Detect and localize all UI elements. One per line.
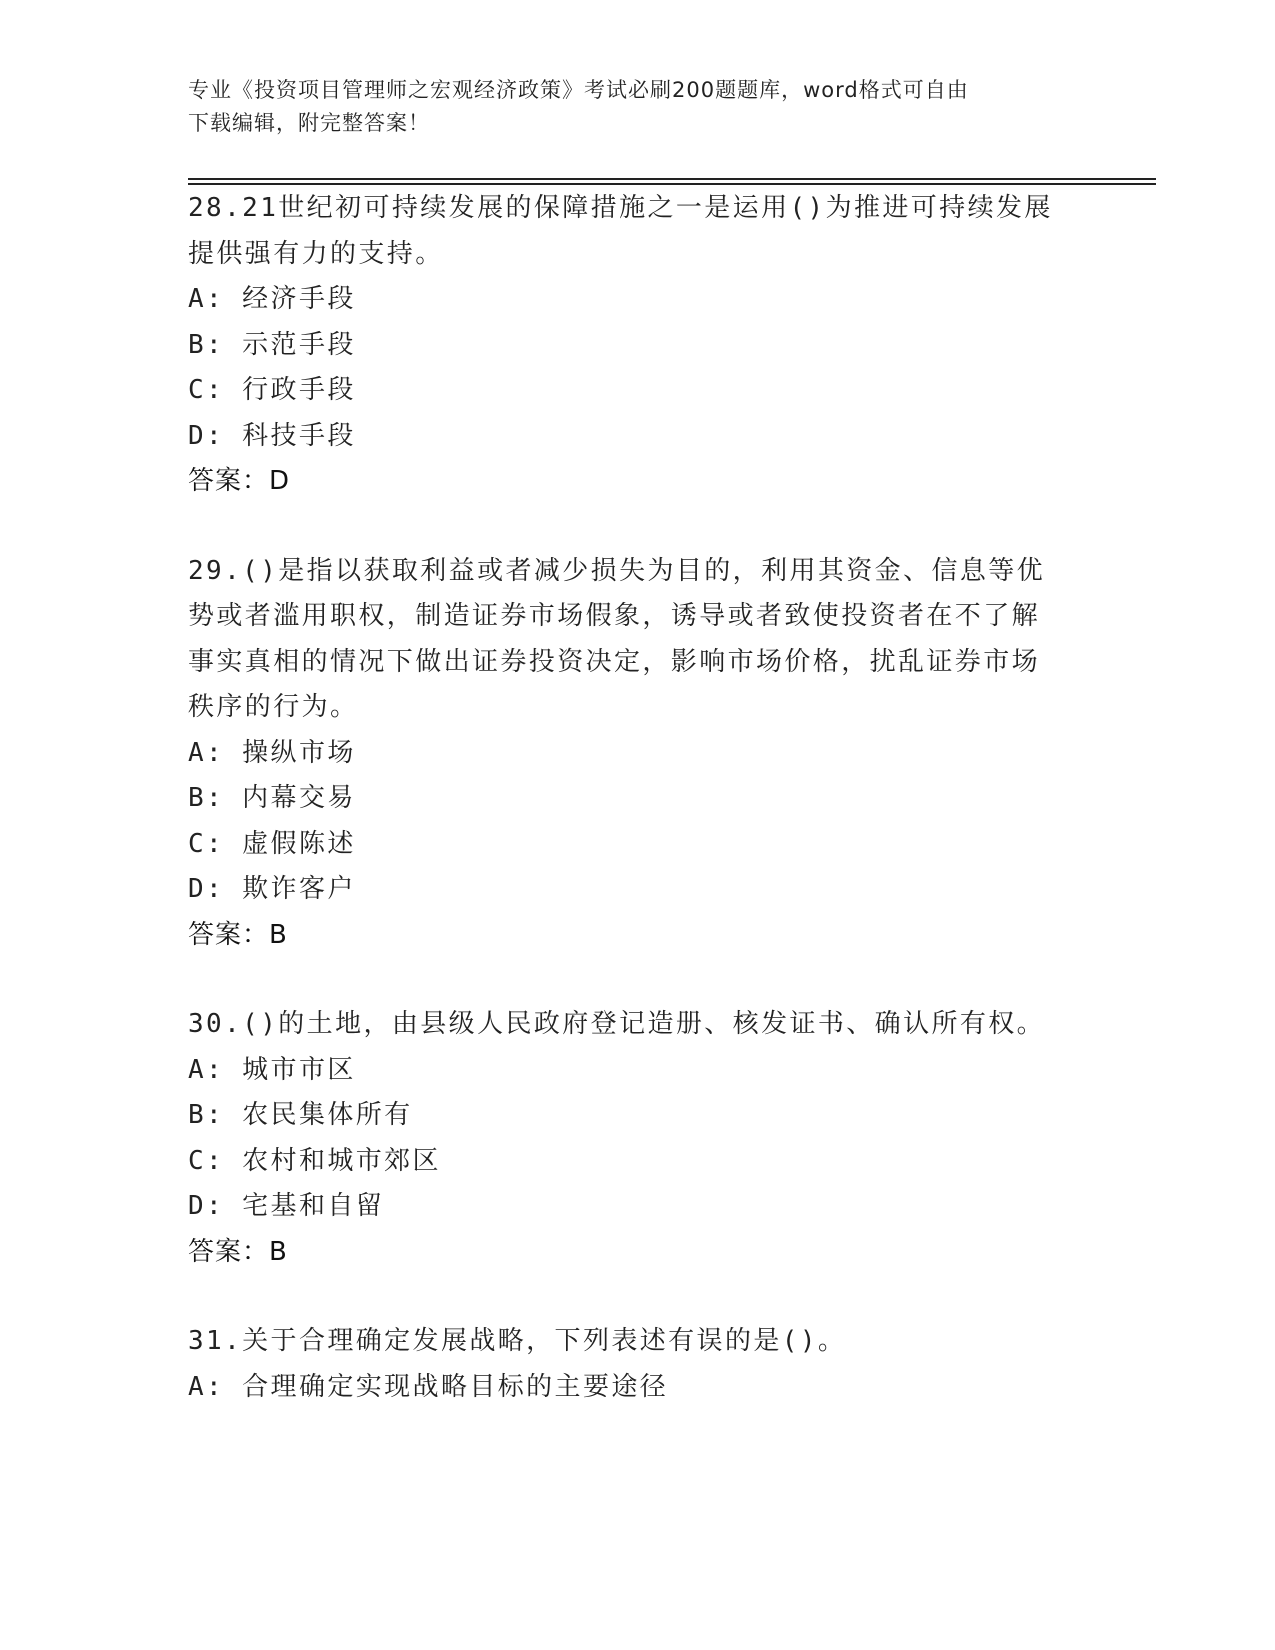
answer: 答案：B [188, 919, 288, 950]
option-d: D: 欺诈客户 [188, 874, 356, 904]
question-31 [188, 1319, 1088, 1410]
option-a: A: 操纵市场 [188, 737, 356, 768]
option-b: B: 示范手段 [188, 329, 356, 360]
question-text: 29.()是指以获取利益或者减少损失为目的，利用其资金、信息等优势或者滥用职权，制造证券市场假象，诱导或者致使投资者在不了解事实真相的情况下做出证券投资决定，影响市场价格，扰乱证券市场秩序的行为。 [188, 555, 1046, 722]
option-d: D: 宅基和自留 [188, 1191, 385, 1221]
question-30 [188, 1002, 1088, 1275]
question-29 [188, 549, 1088, 959]
question-28 [188, 186, 1088, 505]
option-c: C: 虚假陈述 [188, 828, 356, 859]
option-c: C: 行政手段 [188, 375, 356, 405]
question-text: 28.21世纪初可持续发展的保障措施之一是运用()为推进可持续发展提供强有力的支持。 [188, 193, 1053, 269]
option-b: B: 农民集体所有 [188, 1100, 413, 1130]
header-line-1: 专业《投资项目管理师之宏观经济政策》考试必刷200题题库，word格式可自由 [188, 78, 969, 102]
answer: 答案：B [188, 1236, 288, 1267]
header-divider-bottom [188, 183, 1156, 185]
header-line-2: 下载编辑，附完整答案！ [188, 111, 430, 135]
question-text: 30.()的土地，由县级人民政府登记造册、核发证书、确认所有权。 [188, 1009, 1046, 1039]
question-text: 31.关于合理确定发展战略，下列表述有误的是()。 [188, 1326, 847, 1356]
answer: 答案：D [188, 466, 291, 496]
option-d: D: 科技手段 [188, 420, 356, 451]
option-a: A: 城市市区 [188, 1054, 356, 1085]
document-header [188, 74, 1088, 140]
option-b: B: 内幕交易 [188, 783, 356, 813]
option-a: A: 合理确定实现战略目标的主要途径 [188, 1371, 669, 1402]
option-a: A: 经济手段 [188, 284, 356, 314]
question-list [188, 186, 1088, 1454]
header-divider-top [188, 178, 1156, 180]
option-c: C: 农村和城市郊区 [188, 1145, 441, 1176]
